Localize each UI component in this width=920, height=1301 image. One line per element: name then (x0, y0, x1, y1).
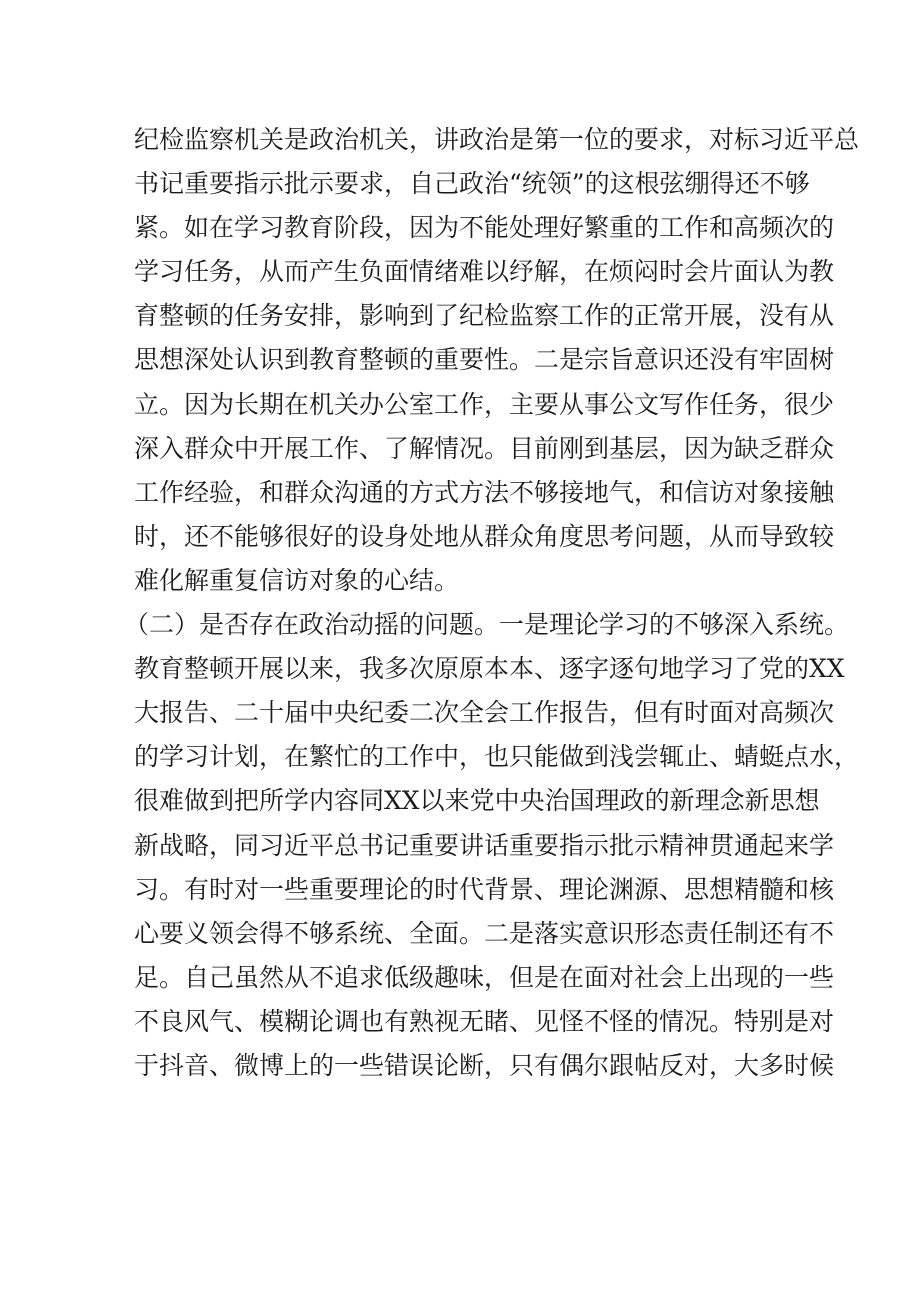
paragraph-end-line: 难化解重复信访对象的心结。 (134, 565, 460, 595)
text-line: 的学习计划，在繁忙的工作中，也只能做到浅尝辄止、蜻蜓点水， (134, 742, 860, 772)
text-line: 深入群众中开展工作、了解情况。目前刚到基层，因为缺乏群众 (134, 433, 835, 463)
text-line: 纪检监察机关是政治机关，讲政治是第一位的要求，对标习近平总 (134, 125, 860, 154)
text-line: 于抖音、微博上的一些错误论断，只有偶尔跟帖反对，大多时候 (134, 1050, 835, 1080)
body-text (124, 118, 860, 1088)
text-line: 大报告、二十届中央纪委二次全会工作报告，但有时面对高频次 (134, 698, 835, 728)
text-line: 足。自己虽然从不追求低级趣味，但是在面对社会上出现的一些 (134, 962, 835, 992)
text-line: 育整顿的任务安排，影响到了纪检监察工作的正常开展，没有从 (134, 301, 835, 331)
text-line: 时，还不能够很好的设身处地从群众角度思考问题，从而导致较 (134, 521, 835, 551)
text-line: 新战略，同习近平总书记重要讲话重要指示批示精神贯通起来学 (134, 830, 835, 860)
text-line: 学习任务，从而产生负面情绪难以纾解，在烦闷时会片面认为教 (134, 257, 835, 287)
section-heading-line: （二）是否存在政治动摇的问题。一是理论学习的不够深入系统。 (124, 610, 850, 640)
text-line: 心要义领会得不够系统、全面。二是落实意识形态责任制还有不 (134, 918, 835, 948)
text-line: 教育整顿开展以来，我多次原原本本、逐字逐句地学习了党的XX (134, 654, 845, 684)
text-line: 习。有时对一些重要理论的时代背景、理论渊源、思想精髓和核 (134, 874, 835, 904)
text-line: 工作经验，和群众沟通的方式方法不够接地气，和信访对象接触 (134, 477, 835, 507)
text-line: 很难做到把所学内容同XX以来党中央治国理政的新理念新思想 (134, 786, 820, 816)
text-line: 不良风气、模糊论调也有熟视无睹、见怪不怪的情况。特别是对 (134, 1006, 835, 1036)
text-line: 立。因为长期在机关办公室工作，主要从事公文写作任务，很少 (134, 389, 835, 419)
text-line: 书记重要指示批示要求，自己政治“统领”的这根弦绷得还不够 (134, 169, 810, 199)
text-line: 紧。如在学习教育阶段，因为不能处理好繁重的工作和高频次的 (134, 213, 835, 243)
text-line: 思想深处认识到教育整顿的重要性。二是宗旨意识还没有牢固树 (134, 345, 835, 375)
